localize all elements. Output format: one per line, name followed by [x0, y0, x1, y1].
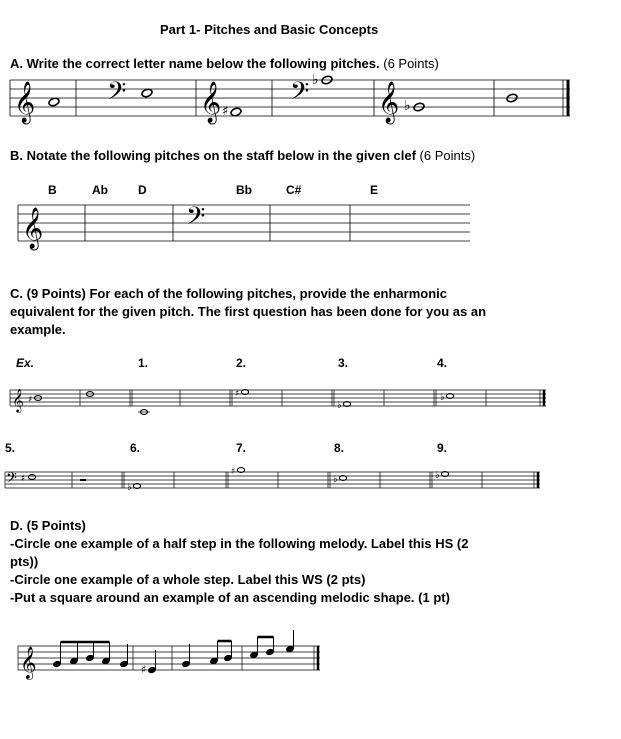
section-c-line-3: example.	[10, 322, 66, 337]
sharp-icon: ♯	[21, 474, 26, 484]
question-6-label: 6.	[130, 441, 141, 455]
question-2-label: 2.	[236, 356, 247, 370]
staff-c-row-1[interactable]	[10, 390, 546, 406]
question-5-label: 5.	[5, 441, 16, 455]
question-9-label: 9.	[437, 441, 448, 455]
staff-melody[interactable]	[18, 646, 320, 670]
pitch-label-e: E	[370, 183, 379, 197]
sharp-icon: ♯	[235, 389, 240, 399]
sharp-icon: ♯	[141, 663, 147, 676]
treble-clef-icon: 𝄞	[200, 82, 222, 123]
section-c-line-2: equivalent for the given pitch. The first question has been done for you as an	[10, 304, 487, 319]
flat-icon: ♭	[435, 470, 440, 481]
sharp-icon: ♯	[222, 104, 229, 119]
pitch-label-bb: Bb	[236, 183, 252, 197]
question-7-label: 7.	[236, 441, 247, 455]
section-d-line-3: pts))	[10, 554, 39, 569]
section-a-points: (6 Points)	[383, 56, 439, 71]
page-title: Part 1- Pitches and Basic Concepts	[160, 22, 379, 37]
section-b-points: (6 Points)	[419, 148, 476, 163]
pitch-label-d: D	[138, 183, 147, 197]
question-4-label: 4.	[437, 356, 448, 370]
section-d-line-1: D. (5 Points)	[10, 518, 86, 533]
treble-clef-icon: 𝄞	[378, 82, 400, 123]
section-d-line-4: -Circle one example of a whole step. Label this WS (2 pts)	[10, 572, 366, 587]
sharp-icon: ♯	[28, 395, 33, 405]
bass-clef-icon: 𝄢	[186, 202, 206, 237]
treble-clef-icon: 𝄞	[20, 646, 37, 679]
pitch-label-csharp: C#	[286, 183, 302, 197]
section-d-line-2: -Circle one example of a half step in the following melody. Label this HS (2	[10, 536, 469, 551]
question-8-label: 8.	[334, 441, 345, 455]
section-c-line-1: C. (9 Points) For each of the following pitches, provide the enharmonic	[10, 286, 447, 301]
flat-icon: ♭	[127, 482, 132, 493]
bass-clef-icon: 𝄢	[290, 77, 310, 112]
note-a1	[48, 97, 60, 107]
bass-clef-icon: 𝄢	[6, 470, 17, 490]
sharp-icon: ♯	[231, 467, 236, 477]
flat-icon: ♭	[312, 72, 319, 88]
section-d-line-5: -Put a square around an example of an ascending melodic shape. (1 pt)	[10, 590, 450, 605]
flat-icon: ♭	[404, 98, 411, 114]
pitch-label-ab: Ab	[92, 183, 108, 197]
treble-clef-icon: 𝄞	[22, 208, 44, 249]
note-c-5	[28, 475, 35, 480]
note-a3	[230, 107, 242, 117]
flat-icon: ♭	[440, 392, 445, 403]
note-a2	[141, 88, 153, 98]
pitch-label-b: B	[48, 183, 57, 197]
flat-icon: ♭	[333, 474, 338, 485]
section-a-instruction: A. Write the correct letter name below the following pitches.	[10, 56, 380, 71]
section-b-instruction: B. Notate the following pitches on the staff below in the given clef	[10, 148, 416, 163]
treble-clef-icon: 𝄞	[12, 388, 24, 412]
example-label: Ex.	[16, 356, 35, 370]
question-3-label: 3.	[338, 356, 349, 370]
flat-icon: ♭	[337, 400, 342, 411]
bass-clef-icon: 𝄢	[107, 77, 127, 112]
staff-b[interactable]	[18, 205, 470, 241]
question-1-label: 1.	[138, 356, 149, 370]
melody-notes	[53, 630, 294, 676]
treble-clef-icon: 𝄞	[14, 82, 36, 123]
